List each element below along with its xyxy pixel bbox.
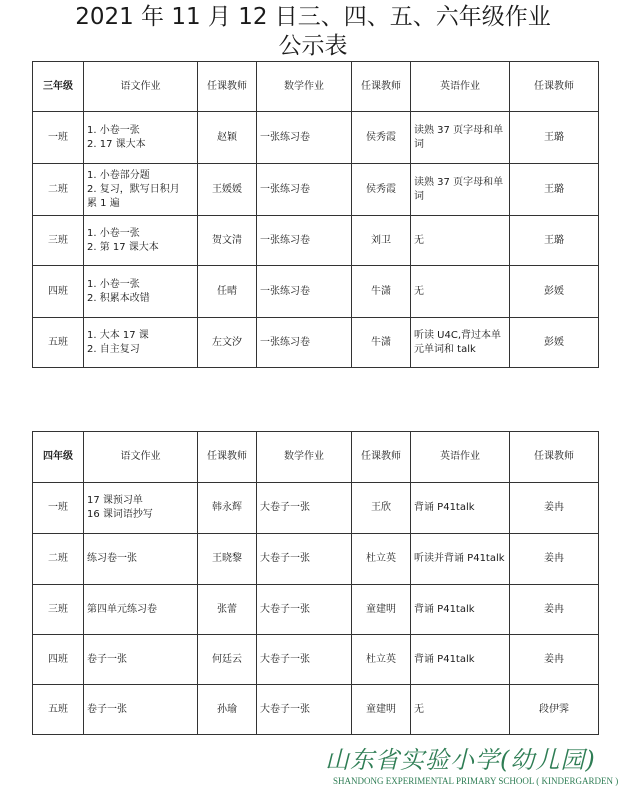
math-teacher-text: 童建明	[366, 703, 396, 715]
class-name-text: 五班	[48, 703, 68, 715]
chinese-homework-line: 卷子一张	[87, 653, 127, 665]
chinese-homework-line: 2. 自主复习	[87, 343, 140, 355]
english-teacher-text: 姜冉	[544, 502, 564, 513]
class-name-text: 二班	[48, 553, 68, 564]
math-teacher-text: 侯秀霞	[366, 183, 396, 195]
math-teacher-text: 杜立英	[366, 653, 396, 665]
table-row	[33, 534, 599, 585]
grade4-homework-table	[32, 431, 599, 735]
english-teacher-text: 彭媛	[544, 336, 564, 348]
math-homework-text: 大卷子一张	[260, 653, 310, 665]
english-teacher-text: 王璐	[544, 234, 564, 246]
math-teacher	[352, 635, 411, 685]
english-homework	[411, 318, 510, 368]
chinese-teacher	[198, 112, 257, 164]
math-homework-text: 一张练习卷	[260, 285, 310, 297]
table-header-row	[33, 62, 599, 112]
english-homework	[411, 483, 510, 534]
column-header-text: 任课教师	[207, 80, 247, 92]
english-teacher	[510, 585, 599, 635]
math-homework	[257, 112, 352, 164]
math-teacher-text: 刘卫	[371, 234, 391, 246]
english-homework-text: 听读 U4C,背过本单元单词和 talk	[414, 329, 502, 355]
class-name-text: 一班	[48, 131, 68, 143]
english-homework-text: 背诵 P41talk	[414, 603, 475, 615]
class-name	[33, 266, 84, 318]
chinese-homework-line: 16 课词语抄写	[87, 509, 153, 520]
english-homework	[411, 685, 510, 735]
english-teacher	[510, 112, 599, 164]
math-teacher-text: 牛潇	[371, 336, 391, 348]
chinese-homework-line: 2. 17 课大本	[87, 138, 146, 150]
chinese-homework-line: 卷子一张	[87, 703, 127, 715]
column-header	[84, 432, 198, 483]
chinese-homework	[84, 585, 198, 635]
grade-label-text: 三年级	[43, 80, 73, 92]
english-homework-text: 背诵 P41talk	[414, 653, 475, 665]
class-name-text: 一班	[48, 502, 68, 513]
english-teacher	[510, 534, 599, 585]
math-teacher-text: 杜立英	[366, 553, 396, 564]
math-homework	[257, 483, 352, 534]
english-homework-text: 听读并背诵 P41talk	[414, 553, 505, 564]
math-homework	[257, 266, 352, 318]
math-homework	[257, 585, 352, 635]
column-header	[352, 62, 411, 112]
chinese-teacher-text: 韩永辉	[212, 502, 242, 513]
chinese-homework-line: 17 课预习单	[87, 495, 143, 506]
math-teacher	[352, 534, 411, 585]
chinese-homework-line: 1. 小卷部分题	[87, 169, 150, 181]
math-teacher	[352, 483, 411, 534]
chinese-teacher	[198, 585, 257, 635]
school-logo-chinese: 山东省实验小学(幼儿园)	[325, 746, 596, 774]
math-homework-text: 一张练习卷	[260, 336, 310, 348]
english-homework	[411, 635, 510, 685]
math-homework-text: 一张练习卷	[260, 131, 310, 143]
chinese-homework	[84, 534, 198, 585]
chinese-teacher	[198, 685, 257, 735]
math-homework-text: 一张练习卷	[260, 234, 310, 246]
page-title-line2: 公示表	[278, 33, 348, 59]
chinese-teacher-text: 张蕾	[217, 603, 237, 615]
math-teacher-text: 童建明	[366, 603, 396, 615]
chinese-homework	[84, 216, 198, 266]
chinese-homework	[84, 685, 198, 735]
english-teacher-text: 姜冉	[544, 553, 564, 564]
class-name	[33, 318, 84, 368]
math-homework	[257, 164, 352, 216]
chinese-homework-line: 2. 第 17 课大本	[87, 241, 159, 253]
math-teacher	[352, 585, 411, 635]
english-teacher	[510, 635, 599, 685]
english-teacher-text: 姜冉	[544, 603, 564, 615]
english-homework	[411, 216, 510, 266]
math-homework	[257, 534, 352, 585]
class-name	[33, 112, 84, 164]
table-row	[33, 685, 599, 735]
class-name	[33, 483, 84, 534]
english-homework-text: 无	[414, 285, 424, 297]
math-homework	[257, 635, 352, 685]
chinese-teacher	[198, 266, 257, 318]
chinese-teacher-text: 王晓黎	[212, 553, 242, 564]
chinese-homework-line: 2. 积累本改错	[87, 292, 150, 304]
english-homework-text: 读熟 37 页字母和单词	[414, 176, 504, 202]
class-name-text: 四班	[48, 285, 68, 297]
table-row	[33, 164, 599, 216]
column-header	[257, 62, 352, 112]
chinese-teacher	[198, 534, 257, 585]
column-header	[198, 62, 257, 112]
table-row	[33, 266, 599, 318]
column-header	[198, 432, 257, 483]
column-header-text: 英语作业	[440, 80, 480, 92]
table-row	[33, 318, 599, 368]
column-header	[411, 62, 510, 112]
english-teacher	[510, 318, 599, 368]
math-teacher-text: 王欣	[371, 502, 391, 513]
chinese-homework-line: 2. 复习，默写日积月	[87, 183, 180, 195]
chinese-homework	[84, 164, 198, 216]
column-header-text: 任课教师	[207, 451, 247, 462]
chinese-teacher-text: 何廷云	[212, 653, 242, 665]
column-header	[84, 62, 198, 112]
class-name	[33, 635, 84, 685]
class-name	[33, 585, 84, 635]
math-homework-text: 一张练习卷	[260, 183, 310, 195]
english-teacher	[510, 164, 599, 216]
chinese-homework-line: 1. 小卷一张	[87, 124, 140, 136]
english-homework-text: 无	[414, 234, 424, 246]
page-title-line1: 2021 年 11 月 12 日三、四、五、六年级作业	[75, 4, 551, 30]
english-teacher	[510, 216, 599, 266]
english-teacher-text: 王璐	[544, 131, 564, 143]
grade-label	[33, 62, 84, 112]
math-homework-text: 大卷子一张	[260, 603, 310, 615]
chinese-teacher-text: 左文汐	[212, 336, 242, 348]
grade-label	[33, 432, 84, 483]
math-teacher	[352, 112, 411, 164]
class-name-text: 三班	[48, 603, 68, 615]
class-name	[33, 685, 84, 735]
column-header	[510, 432, 599, 483]
column-header	[510, 62, 599, 112]
table-row	[33, 216, 599, 266]
chinese-homework-line: 1. 小卷一张	[87, 278, 140, 290]
class-name	[33, 216, 84, 266]
math-teacher	[352, 685, 411, 735]
english-homework-text: 背诵 P41talk	[414, 502, 475, 513]
column-header-text: 语文作业	[120, 80, 161, 92]
english-homework-text: 无	[414, 703, 424, 715]
chinese-homework	[84, 266, 198, 318]
chinese-teacher-text: 赵颖	[217, 131, 237, 143]
english-homework	[411, 266, 510, 318]
column-header-text: 任课教师	[361, 451, 401, 462]
math-homework-text: 大卷子一张	[260, 502, 310, 513]
english-teacher	[510, 483, 599, 534]
column-header-text: 任课教师	[534, 80, 574, 92]
column-header	[352, 432, 411, 483]
column-header-text: 任课教师	[361, 80, 401, 92]
chinese-homework-line: 1. 大本 17 课	[87, 329, 149, 341]
english-teacher	[510, 685, 599, 735]
chinese-homework	[84, 112, 198, 164]
grade-label-text: 四年级	[43, 451, 73, 462]
chinese-teacher	[198, 216, 257, 266]
column-header	[411, 432, 510, 483]
chinese-teacher-text: 任晴	[217, 285, 237, 297]
table-row	[33, 635, 599, 685]
column-header-text: 数学作业	[284, 451, 324, 462]
column-header-text: 英语作业	[440, 451, 480, 462]
table-row	[33, 112, 599, 164]
table-row	[33, 483, 599, 534]
column-header	[257, 432, 352, 483]
math-teacher-text: 侯秀霞	[366, 131, 396, 143]
english-homework	[411, 585, 510, 635]
class-name-text: 五班	[48, 336, 68, 348]
column-header-text: 数学作业	[284, 80, 324, 92]
math-homework	[257, 318, 352, 368]
class-name	[33, 164, 84, 216]
math-homework	[257, 216, 352, 266]
grade3-homework-table	[32, 61, 599, 368]
english-homework	[411, 534, 510, 585]
english-teacher-text: 段伊霁	[539, 703, 569, 715]
chinese-homework-line: 练习卷一张	[87, 553, 137, 564]
school-logo-english: SHANDONG EXPERIMENTAL PRIMARY SCHOOL ( KINDERGARDEN )	[333, 776, 619, 786]
english-teacher-text: 王璐	[544, 183, 564, 195]
class-name-text: 四班	[48, 653, 68, 665]
math-teacher	[352, 266, 411, 318]
school-logo	[325, 745, 619, 787]
table-header-row	[33, 432, 599, 483]
chinese-homework	[84, 318, 198, 368]
math-teacher	[352, 164, 411, 216]
chinese-teacher	[198, 318, 257, 368]
english-homework	[411, 164, 510, 216]
chinese-teacher	[198, 483, 257, 534]
english-teacher-text: 彭媛	[544, 285, 564, 297]
chinese-teacher-text: 贺文清	[212, 234, 242, 246]
math-teacher	[352, 216, 411, 266]
table-row	[33, 585, 599, 635]
chinese-homework	[84, 483, 198, 534]
math-teacher	[352, 318, 411, 368]
english-homework-text: 读熟 37 页字母和单词	[414, 124, 504, 150]
chinese-homework	[84, 635, 198, 685]
english-homework	[411, 112, 510, 164]
math-homework-text: 大卷子一张	[260, 703, 310, 715]
math-teacher-text: 牛潇	[371, 285, 391, 297]
class-name	[33, 534, 84, 585]
chinese-teacher-text: 孙瑜	[217, 703, 237, 715]
class-name-text: 二班	[48, 183, 68, 195]
chinese-homework-line: 累 1 遍	[87, 197, 120, 209]
math-homework-text: 大卷子一张	[260, 553, 310, 564]
chinese-teacher-text: 王媛媛	[212, 183, 242, 195]
column-header-text: 语文作业	[120, 451, 161, 462]
english-teacher-text: 姜冉	[544, 653, 564, 665]
chinese-teacher	[198, 164, 257, 216]
chinese-homework-line: 1. 小卷一张	[87, 227, 140, 239]
column-header-text: 任课教师	[534, 451, 574, 462]
chinese-homework-line: 第四单元练习卷	[87, 603, 157, 615]
chinese-teacher	[198, 635, 257, 685]
class-name-text: 三班	[48, 234, 68, 246]
math-homework	[257, 685, 352, 735]
english-teacher	[510, 266, 599, 318]
